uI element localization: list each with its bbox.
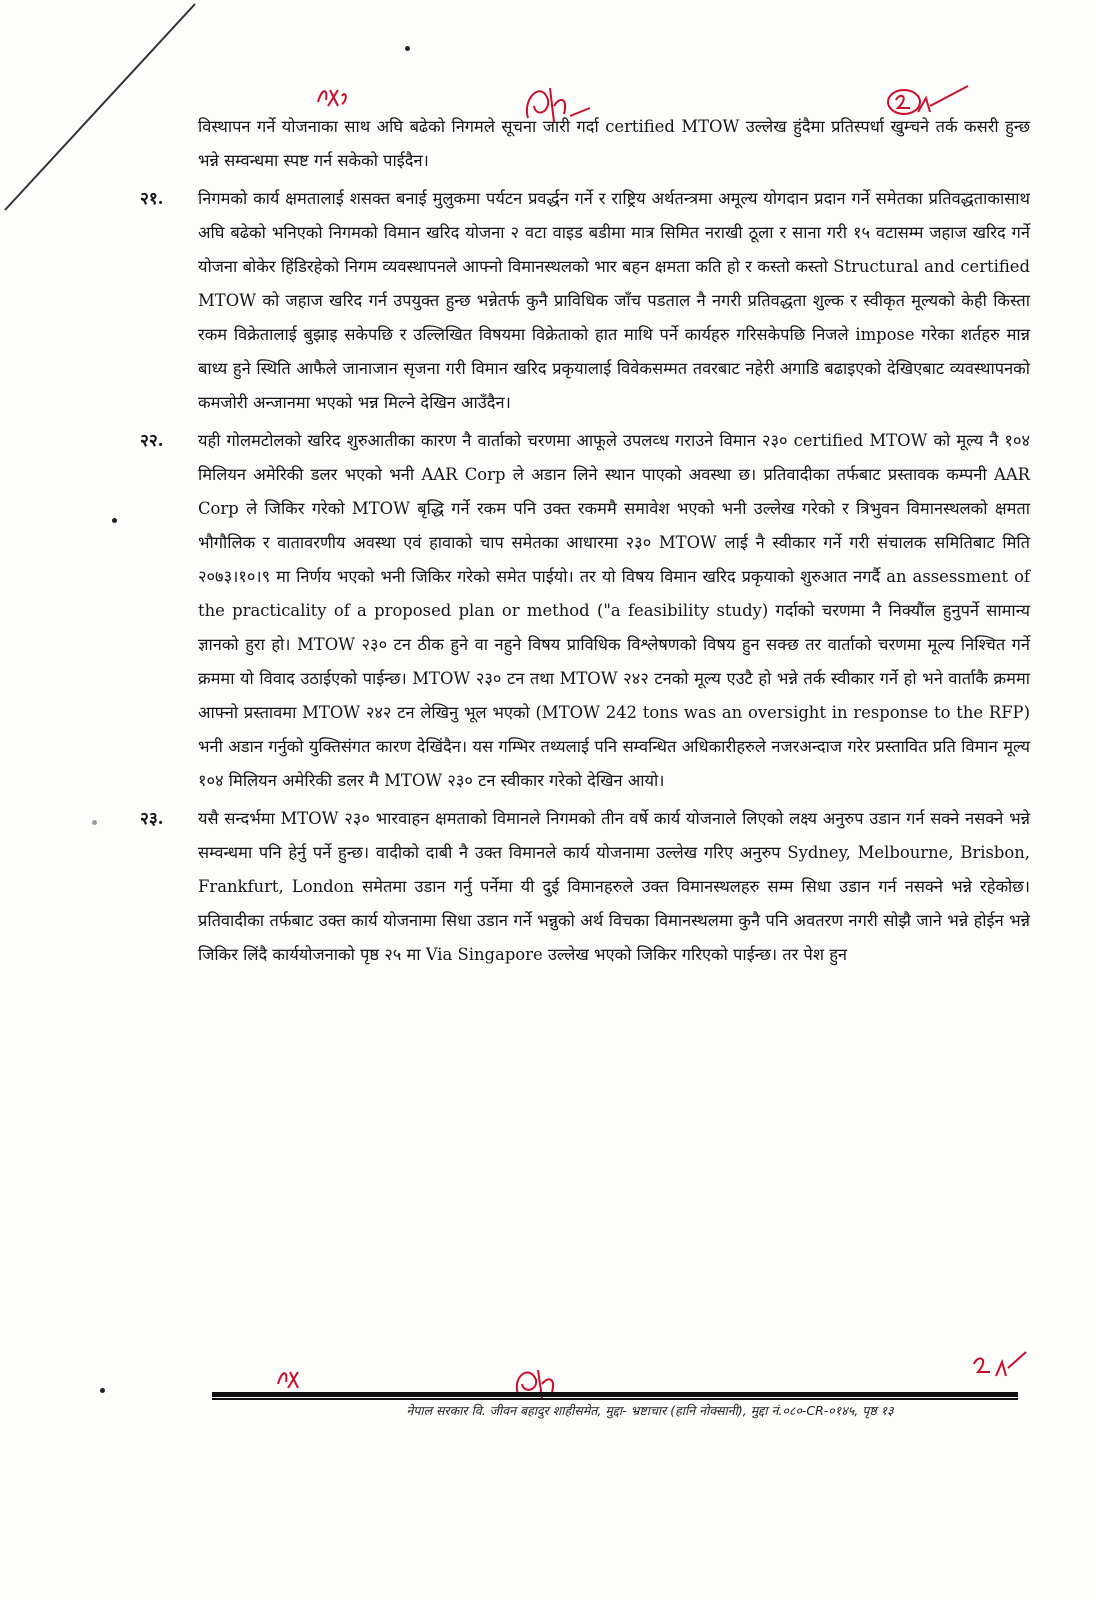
paragraph-number: २२. [140, 431, 164, 451]
footer-divider [212, 1392, 1018, 1400]
scan-dot [405, 46, 410, 51]
page-footer: नेपाल सरकार वि. जीवन बहादुर शाहीसमेत, मुद्दा- भ्रष्टाचार (हानि नोक्सानी), मुद्दा नं.०८०-CR-०१४५, पृष्ठ १३ [406, 1403, 894, 1418]
handwritten-initial-icon [312, 82, 352, 112]
scan-dot [100, 1388, 105, 1393]
paragraph-number: २१. [140, 189, 164, 209]
handwritten-initial-icon [272, 1362, 312, 1396]
paragraph-21 [140, 182, 1030, 420]
scan-dot [92, 820, 97, 825]
handwritten-page-number-icon [968, 1346, 1028, 1386]
paragraph-23 [140, 802, 1030, 972]
scan-dot [112, 518, 117, 523]
document-body [140, 110, 1030, 976]
paragraph-text: निगमको कार्य क्षमतालाई शसक्त बनाई मुलुकमा पर्यटन प्रवर्द्धन गर्ने र राष्ट्रिय अर्थतन्त्रमा अमूल्य योगदान प्रदान गर्ने समेतका प्रतिवद्धताकासाथ अघि बढेको भनिएको निगमको विमान खरिद योजना २ वटा वाइड बडीमा मात्र सिमित नराखी ठूला र साना गरी १५ वटासम्म जहाज खरिद गर्ने योजना बोकेर हिंडिरहेको निगम व्यवस्थापनले आफ्नो विमानस्थलको भार बहन क्षमता कति हो र कस्तो कस्तो Structural and certified MTOW को जहाज खरिद गर्न उपयुक्त हुन्छ भन्नेतर्फ कुनै प्राविधिक जाँच पडताल नै नगरी प्रतिवद्धता शुल्क र स्वीकृत मूल्यको केही किस्ता रकम विक्रेतालाई बुझाइ सकेपछि र उल्लिखित विषयमा विक्रेताको हात माथि पर्ने कार्यहरु गरिसकेपछि निजले impose गरेका शर्तहरु मान्न बाध्य हुने स्थिति आफैले जानाजान सृजना गरी विमान खरिद प्रकृयालाई विवेकसम्मत तवरबाट नहेरी अगाडि बढाइएको देखिएबाट व्यवस्थापनको कमजोरी अन्जानमा भएको भन्न मिल्ने देखिन आउँदैन। [198, 189, 1030, 412]
paragraph-number: २३. [140, 809, 164, 829]
intro-paragraph: विस्थापन गर्ने योजनाका साथ अघि बढेको निगमले सूचना जारी गर्दा certified MTOW उल्लेख हुंदैमा प्रतिस्पर्धा खुम्चने तर्क कसरी हुन्छ भन्ने सम्वन्धमा स्पष्ट गर्न सकेको पाईदैन। [198, 117, 1030, 170]
paragraph-text: यही गोलमटोलको खरिद शुरुआतीका कारण नै वार्ताको चरणमा आफूले उपलव्ध गराउने विमान २३० certified MTOW को मूल्य नै १०४ मिलियन अमेरिकी डलर भएको भनी AAR Corp ले अडान लिने स्थान पाएको अवस्था छ। प्रतिवादीका तर्फबाट प्रस्तावक कम्पनी AAR Corp ले जिकिर गरेको MTOW बृद्धि गर्ने रकम पनि उक्त रकममै समावेश भएको भनी उल्लेख गरेको र त्रिभुवन विमानस्थलको क्षमता भौगौलिक र वातावरणीय अवस्था एवं हावाको चाप समेतका आधारमा २३० MTOW लाई नै स्वीकार गर्ने गरी संचालक समितिबाट मिति २०७३।१०।९ मा निर्णय भएको भनी जिकिर गरेको समेत पाईयो। तर यो विषय विमान खरिद प्रकृयाको शुरुआत नगर्दै an assessment of the practicality of a proposed plan or method ("a feasibility study) गर्दाको चरणमा नै निक्यौंल हुनुपर्ने सामान्य ज्ञानको हुरा हो। MTOW २३० टन ठीक हुने वा नहुने विषय प्राविधिक विश्लेषणको विषय हुन सक्छ तर वार्ताको चरणमा मूल्य निश्चित गर्ने क्रममा यो विवाद उठाईएको पाईन्छ। MTOW २३० टन तथा MTOW २४२ टनको मूल्य एउटै हो भन्ने तर्क स्वीकार गर्ने हो भने वार्ताकै क्रममा आफ्नो प्रस्तावमा MTOW २४२ टन लेखिनु भूल भएको (MTOW 242 tons was an oversight in response to the RFP) भनी अडान गर्नुको युक्तिसंगत कारण देखिंदैन। यस गम्भिर तथ्यलाई पनि सम्वन्धित अधिकारीहरुले नजरअन्दाज गरेर प्रस्तावित प्रति विमान मूल्य १०४ मिलियन अमेरिकी डलर मै MTOW २३० टन स्वीकार गरेको देखिन आयो। [198, 431, 1030, 790]
paragraph-22 [140, 424, 1030, 798]
paragraph-text: यसै सन्दर्भमा MTOW २३० भारवाहन क्षमताको विमानले निगमको तीन वर्षे कार्य योजनाले लिएको लक्ष्य अनुरुप उडान गर्न सक्ने नसक्ने भन्ने सम्वन्धमा पनि हेर्नु पर्ने हुन्छ। वादीको दाबी नै उक्त विमानले कार्य योजनामा उल्लेख गरिए अनुरुप Sydney, Melbourne, Brisbon, Frankfurt, London समेतमा उडान गर्नु पर्नेमा यी दुई विमानहरुले उक्त विमानस्थलहरु सम्म सिधा उडान गर्न नसक्ने भन्ने रहेकोछ। प्रतिवादीका तर्फबाट उक्त कार्य योजनामा सिधा उडान गर्ने भन्नुको अर्थ विचका विमानस्थलमा कुनै पनि अवतरण नगरी सोझै जाने भन्ने होईन भन्ने जिकिर लिंदै कार्ययोजनाको पृष्ठ २५ मा Via Singapore उल्लेख भएको जिकिर गरिएको पाईन्छ। तर पेश हुन [198, 809, 1030, 964]
